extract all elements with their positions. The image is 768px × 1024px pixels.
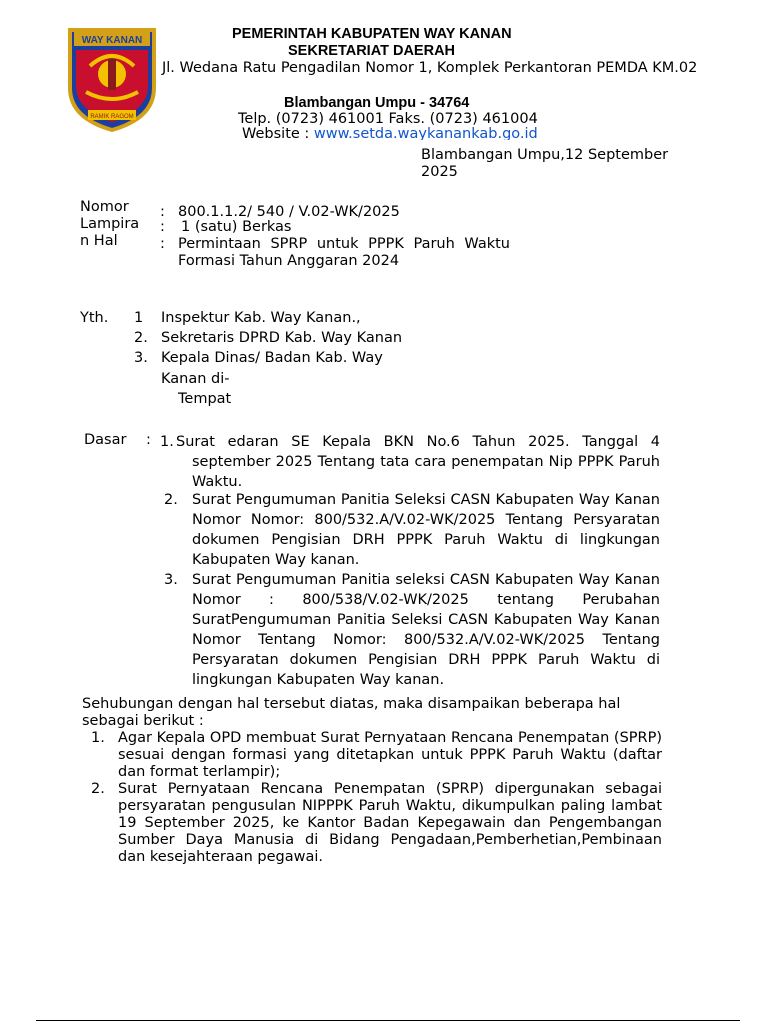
- recipient-place: Tempat: [178, 391, 232, 407]
- recipient-text: Inspektur Kab. Way Kanan.,: [161, 310, 361, 326]
- basis-text: Surat Pengumuman Panitia Seleksi CASN Kabupaten Way Kanan Nomor Nomor: 800/532.A/V.02-WK/2025 Tentang Persyaratan dokumen Pengisian DRH PPPK Paruh Waktu di lingkungan Kabupaten Way kanan.: [192, 492, 660, 568]
- basis-number: 1.: [160, 434, 174, 450]
- recipient-continuation: Kanan di-: [161, 371, 230, 387]
- website-link[interactable]: www.setda.waykanankab.go.id: [313, 126, 538, 140]
- basis-label: Dasar: [84, 432, 127, 448]
- meta-colon: :: [160, 236, 165, 252]
- logo-text: WAY KANAN: [81, 35, 143, 46]
- kop-website: [242, 126, 538, 140]
- closing-number: 2.: [91, 781, 105, 797]
- page-bottom-rule: [36, 1020, 740, 1021]
- closing-item: [82, 730, 662, 781]
- recipient-number: 2.: [134, 330, 148, 346]
- basis-text: Surat Pengumuman Panitia seleksi CASN Kabupaten Way Kanan Nomor : 800/538/V.02-WK/2025 tentang Perubahan SuratPengumuman Panitia Seleksi CASN Kabupaten Way Kanan Nomor Tentang Nomor: 800/532.A/V.02-WK/2025 Tentang Persyaratan dokumen Pengisian DRH PPPK Paruh Waktu di lingkungan Kabupaten Way kanan.: [192, 572, 660, 688]
- kop-government-name: PEMERINTAH KABUPATEN WAY KANAN: [232, 26, 512, 42]
- basis-colon: :: [146, 432, 151, 448]
- meta-nomor: 800.1.1.2/ 540 / V.02-WK/2025: [178, 204, 400, 220]
- basis-number: 3.: [164, 572, 178, 588]
- meta-hal: Permintaan SPRP untuk PPPK Paruh Waktu Formasi Tahun Anggaran 2024: [178, 236, 510, 269]
- kop-city: Blambangan Umpu - 34764: [284, 95, 470, 111]
- basis-text: Surat edaran SE Kepala BKN No.6 Tahun 2025. Tanggal 4 september 2025 Tentang tata cara penempatan Nip PPPK Paruh Waktu.: [176, 434, 660, 490]
- closing-intro: Sehubungan dengan hal tersebut diatas, maka disampaikan beberapa hal sebagai berikut :: [82, 696, 621, 729]
- closing-text: Agar Kepala OPD membuat Surat Pernyataan Rencana Penempatan (SPRP) sesuai dengan formasi yang ditetapkan untuk PPPK Paruh Waktu (daftar dan format terlampir);: [118, 730, 662, 780]
- closing-item: [82, 781, 662, 866]
- meta-labels: Nomor Lampira n Hal: [80, 199, 140, 249]
- website-label: Website :: [242, 126, 314, 140]
- recipient-number: 1: [134, 310, 144, 326]
- recipient-text: Sekretaris DPRD Kab. Way Kanan: [161, 330, 403, 346]
- basis-number: 2.: [164, 492, 178, 508]
- logo-caption: RAMIK RAGOM: [90, 114, 134, 120]
- recipient-number: 3.: [134, 350, 148, 366]
- way-kanan-emblem: [66, 26, 158, 134]
- kop-office-name: SEKRETARIAT DAERAH: [288, 43, 456, 59]
- closing-section: [82, 696, 662, 866]
- letter-date: Blambangan Umpu,12 September 2025: [421, 147, 669, 180]
- closing-text: Surat Pernyataan Rencana Penempatan (SPRP) dipergunakan sebagai persyaratan pengusulan NIPPPK Paruh Waktu, dikumpulkan paling lambat 19 September 2025, ke Kantor Badan Kepegawain dan Pengembangan Sumber Daya Manusia di Bidang Pengadaan,Pemberhetian,Pembinaan dan kesejahteraan pegawai.: [118, 781, 662, 865]
- kop-phone: Telp. (0723) 461001 Faks. (0723) 461004: [238, 111, 538, 127]
- meta-colon: :: [160, 219, 165, 235]
- meta-lampiran: 1 (satu) Berkas: [181, 219, 292, 235]
- kop-address: Jl. Wedana Ratu Pengadilan Nomor 1, Komplek Perkantoran PEMDA KM.02: [162, 60, 698, 76]
- closing-number: 1.: [91, 730, 105, 746]
- recipients-label: Yth.: [80, 310, 109, 326]
- meta-colon: :: [160, 204, 165, 220]
- recipient-text: Kepala Dinas/ Badan Kab. Way: [161, 350, 383, 366]
